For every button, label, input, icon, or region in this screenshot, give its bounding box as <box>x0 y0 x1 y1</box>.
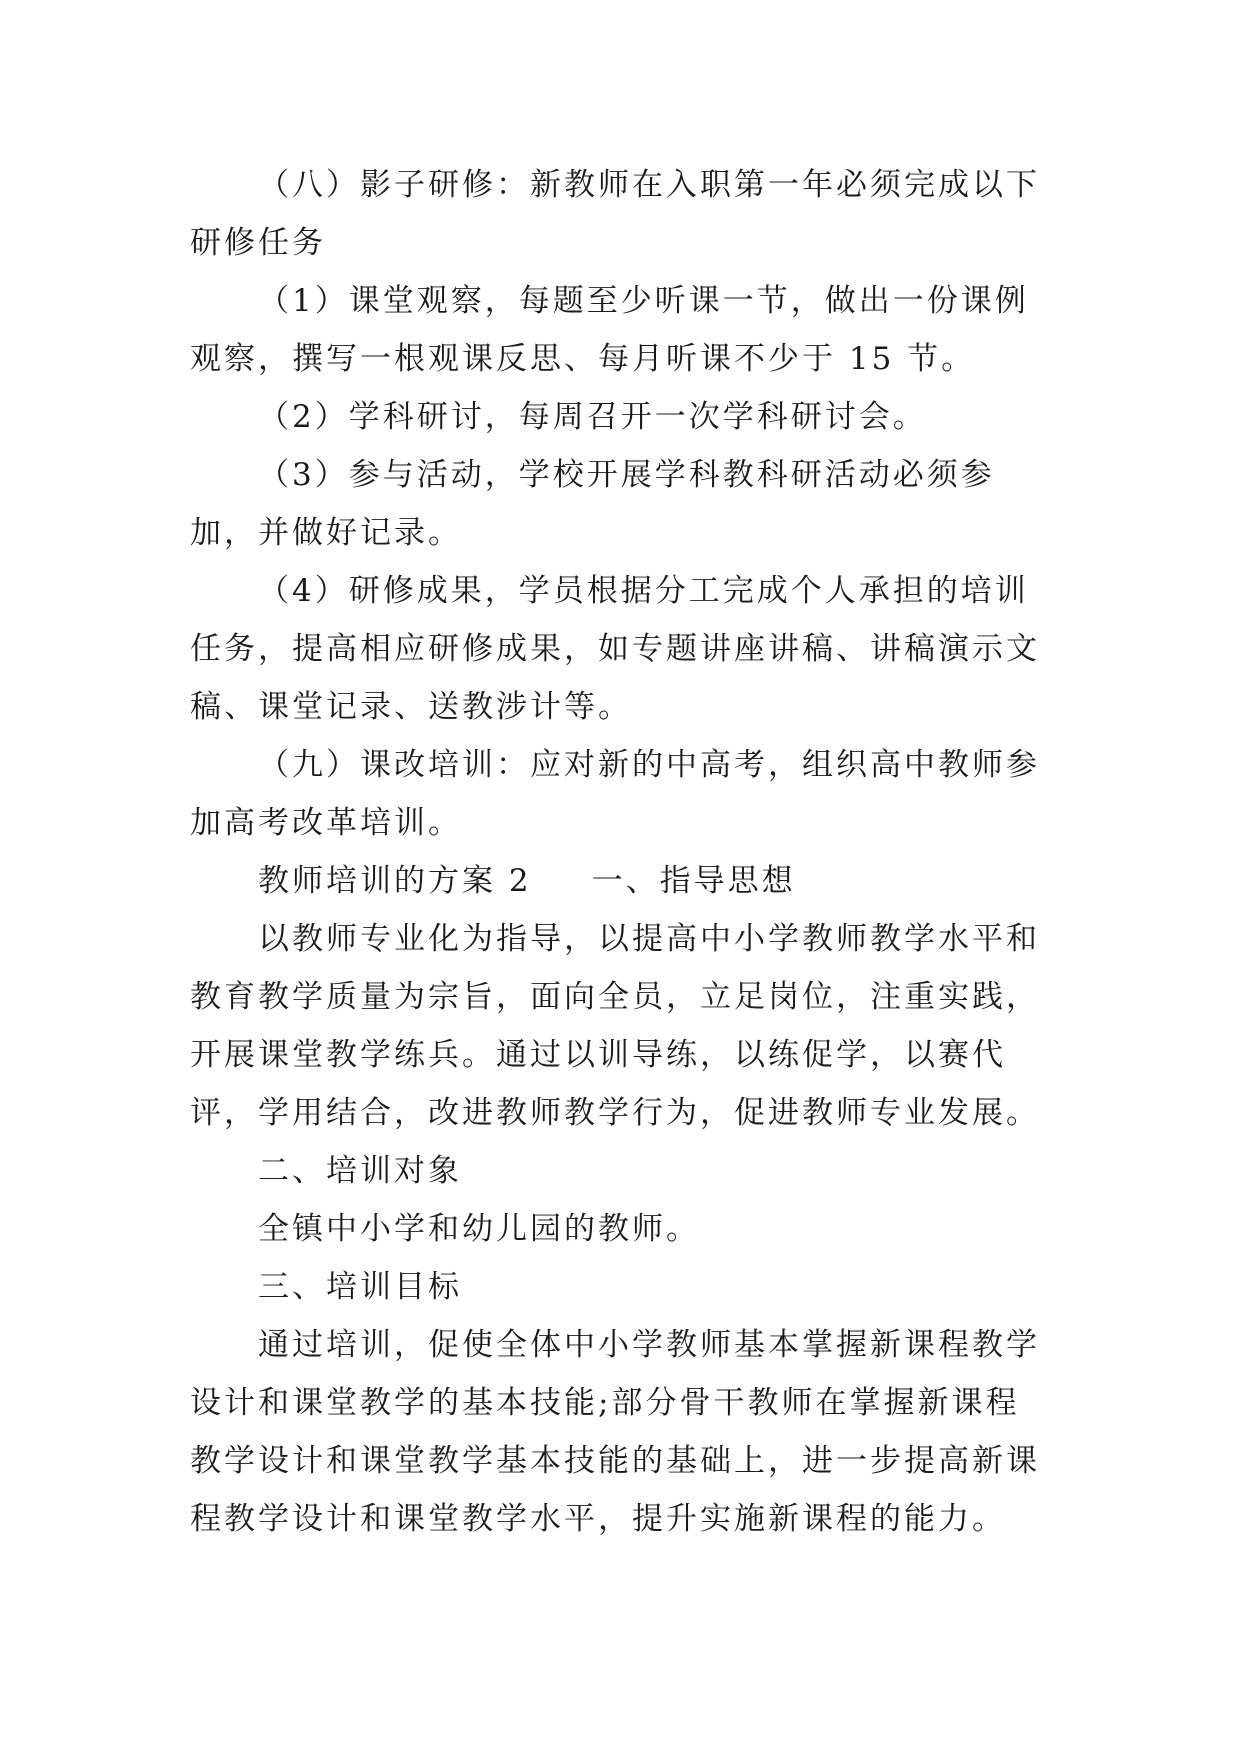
section3-title: 三、培训目标 <box>258 1269 462 1305</box>
section1-body: 以教师专业化为指导，以提高中小学教师教学水平和教育教学质量为宗旨，面向全员，立足岗位，注重实践，开展课堂教学练兵。通过以训导练，以练促学，以赛代评，学用结合，改进教师教学行为，促进教师专业发展。 <box>190 921 1040 1131</box>
paragraph-training-results: （4）研修成果，学员根据分工完成个人承担的培训任务，提高相应研修成果，如专题讲座讲稿、讲稿演示文稿、课堂记录、送教涉计等。 <box>190 573 1040 725</box>
paragraph-shadow-training: （八）影子研修：新教师在入职第一年必须完成以下研修任务 <box>190 167 1040 261</box>
plan-title: 教师培训的方案 2 <box>258 863 532 899</box>
paragraph-curriculum-reform: （九）课改培训：应对新的中高考，组织高中教师参加高考改革培训。 <box>190 747 1040 841</box>
paragraph-subject-seminar: （2）学科研讨，每周召开一次学科研讨会。 <box>258 399 927 435</box>
paragraph-participate-activities: （3）参与活动，学校开展学科教科研活动必须参加，并做好记录。 <box>190 457 995 551</box>
section2-body: 全镇中小学和幼儿园的教师。 <box>258 1211 700 1247</box>
paragraph-classroom-observation: （1）课堂观察，每题至少听课一节，做出一份课例观察，撰写一根观课反思、每月听课不少于 15 节。 <box>190 283 1029 377</box>
section3-body: 通过培训，促使全体中小学教师基本掌握新课程教学设计和课堂教学的基本技能;部分骨干教师在掌握新课程教学设计和课堂教学基本技能的基础上，进一步提高新课程教学设计和课堂教学水平，提升实施新课程的能力。 <box>190 1327 1040 1537</box>
section2-title: 二、培训对象 <box>258 1153 462 1189</box>
document-body <box>190 156 1050 1548</box>
plan-heading-line <box>190 852 1050 910</box>
section1-title: 一、指导思想 <box>591 863 796 899</box>
